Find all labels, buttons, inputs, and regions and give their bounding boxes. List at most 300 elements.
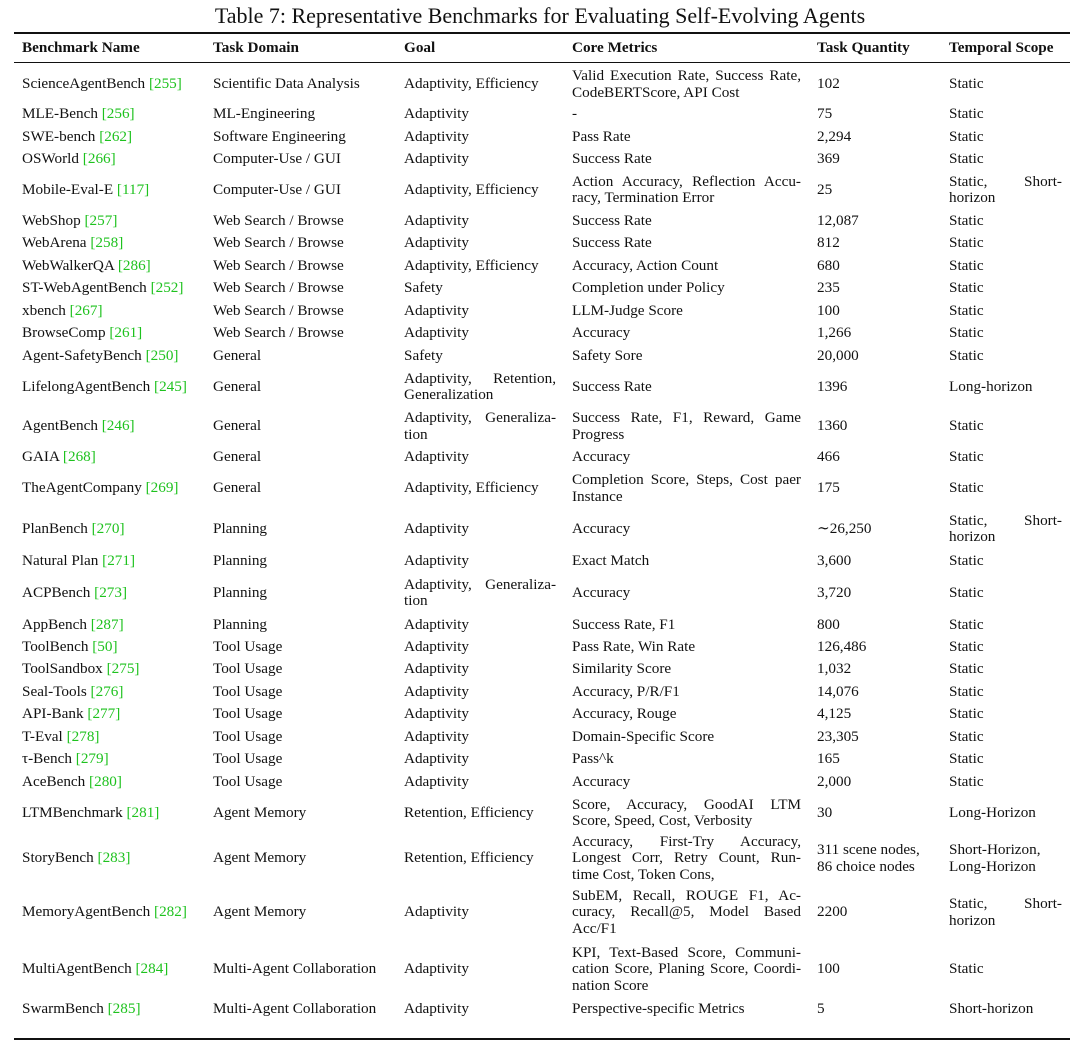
- benchmark-name: GAIA: [22, 448, 60, 466]
- cell-task-domain: Tool Usage: [213, 750, 283, 768]
- cell-core-metrics: [564, 277, 809, 300]
- cell-goal: [396, 126, 564, 148]
- cell-core-metrics-line: Accuracy: [572, 519, 631, 537]
- cell-task-quantity: [809, 636, 941, 658]
- cell-task-quantity-line: 369: [817, 149, 840, 167]
- cell-core-metrics-line: Accuracy: [572, 583, 631, 601]
- cell-temporal-scope-line: Static, Short-: [949, 172, 1062, 190]
- cell-task-quantity-line: 466: [817, 448, 840, 466]
- top-rule: [14, 32, 1070, 34]
- cell-task-quantity-line: 235: [817, 279, 840, 297]
- cell-temporal-scope: [941, 126, 1070, 148]
- table-row: [14, 998, 1070, 1020]
- table-header: [14, 35, 1070, 61]
- cell-temporal-scope: [941, 66, 1070, 103]
- cell-core-metrics-line: KPI, Text-Based Score, Communi-: [572, 944, 801, 962]
- cell-core-metrics-line: Valid Execution Rate, Success Rate,: [572, 67, 801, 85]
- citation-link[interactable]: [275]: [106, 660, 140, 678]
- cell-core-metrics-line: Domain-Specific Score: [572, 727, 715, 745]
- benchmark-name: API-Bank: [22, 705, 84, 723]
- cell-temporal-scope-line: Static: [949, 346, 984, 364]
- cell-core-metrics-line: LLM-Judge Score: [572, 301, 683, 319]
- cell-goal-line: Adaptivity: [404, 615, 469, 633]
- cell-temporal-scope-line: Static: [949, 149, 984, 167]
- cell-benchmark-name: [14, 322, 205, 345]
- cell-core-metrics-line: nation Score: [572, 976, 649, 994]
- cell-temporal-scope: [941, 793, 1070, 833]
- cell-task-quantity-line: 4,125: [817, 705, 852, 723]
- cell-task-domain: Web Search / Browse: [213, 256, 344, 274]
- cell-temporal-scope: [941, 170, 1070, 210]
- cell-core-metrics-line: Score, Accuracy, GoodAI LTM: [572, 795, 801, 813]
- table-row: [14, 508, 1070, 550]
- cell-goal: [396, 170, 564, 210]
- table-row: [14, 771, 1070, 793]
- table-row: [14, 300, 1070, 322]
- cell-core-metrics: [564, 572, 809, 614]
- cell-benchmark-name: [14, 103, 205, 126]
- citation-link[interactable]: [256]: [101, 105, 135, 123]
- cell-core-metrics: [564, 322, 809, 345]
- cell-benchmark-name: [14, 232, 205, 255]
- citation-link[interactable]: [270]: [91, 519, 125, 537]
- cell-core-metrics: [564, 300, 809, 322]
- cell-temporal-scope-line: Static: [949, 583, 984, 601]
- column-header-benchmark-name: Benchmark Name: [22, 38, 140, 56]
- benchmark-name: LifelongAgentBench: [22, 377, 151, 395]
- cell-task-quantity: [809, 148, 941, 170]
- cell-task-domain: Planning: [213, 615, 268, 633]
- cell-core-metrics: [564, 210, 809, 232]
- cell-task-quantity: [809, 126, 941, 148]
- cell-goal: [396, 148, 564, 170]
- cell-task-quantity: [809, 469, 941, 508]
- cell-core-metrics: [564, 66, 809, 103]
- cell-core-metrics-line: Accuracy: [572, 324, 631, 342]
- benchmark-name: ST-WebAgentBench: [22, 279, 147, 297]
- cell-task-domain: Web Search / Browse: [213, 301, 344, 319]
- cell-core-metrics-line: Longest Corr, Retry Count, Run-: [572, 849, 801, 867]
- cell-core-metrics: [564, 232, 809, 255]
- cell-core-metrics-line: Score, Speed, Cost, Verbosity: [572, 812, 753, 829]
- cell-task-quantity: [809, 66, 941, 103]
- cell-core-metrics-line: Completion under Policy: [572, 279, 725, 297]
- cell-goal-line: Generalization: [404, 386, 494, 403]
- citation-link[interactable]: [245]: [154, 377, 187, 395]
- cell-core-metrics-line: Success Rate: [572, 149, 652, 167]
- cell-temporal-scope: [941, 658, 1070, 681]
- cell-goal: [396, 255, 564, 277]
- table-row: [14, 884, 1070, 941]
- benchmark-name: OSWorld: [22, 149, 79, 167]
- cell-temporal-scope-line: Static: [949, 551, 984, 569]
- cell-goal-line: Adaptivity: [404, 105, 469, 123]
- table-row: [14, 469, 1070, 508]
- cell-temporal-scope: [941, 748, 1070, 771]
- cell-goal-line: Adaptivity: [404, 660, 469, 678]
- cell-temporal-scope: [941, 255, 1070, 277]
- cell-goal: [396, 884, 564, 941]
- cell-goal: [396, 550, 564, 572]
- cell-task-domain: Agent Memory: [213, 903, 307, 921]
- benchmark-name: ToolSandbox: [22, 660, 103, 678]
- cell-task-domain: ML-Engineering: [213, 105, 316, 123]
- cell-core-metrics: [564, 103, 809, 126]
- citation-link[interactable]: [277]: [87, 705, 121, 723]
- citation-link[interactable]: [250]: [145, 346, 179, 364]
- table-row: [14, 66, 1070, 103]
- cell-core-metrics-line: Success Rate: [572, 211, 652, 229]
- cell-core-metrics-line: Accuracy, Rouge: [572, 705, 677, 723]
- cell-task-quantity: [809, 998, 941, 1020]
- citation-link[interactable]: [267]: [69, 301, 103, 319]
- cell-temporal-scope: [941, 232, 1070, 255]
- citation-link[interactable]: [273]: [94, 583, 128, 601]
- cell-task-quantity: [809, 170, 941, 210]
- table-row: [14, 614, 1070, 636]
- cell-task-domain: Scientific Data Analysis: [213, 75, 360, 93]
- cell-core-metrics: [564, 636, 809, 658]
- cell-core-metrics-line: Similarity Score: [572, 660, 672, 678]
- cell-core-metrics-line: Perspective-specific Metrics: [572, 999, 745, 1017]
- citation-link[interactable]: [271]: [102, 551, 136, 569]
- cell-core-metrics: [564, 998, 809, 1020]
- cell-temporal-scope: [941, 148, 1070, 170]
- citation-link[interactable]: [286]: [117, 256, 151, 274]
- citation-link[interactable]: [258]: [90, 234, 124, 252]
- cell-benchmark-name: [14, 793, 205, 833]
- benchmark-name: WebShop: [22, 211, 81, 229]
- cell-temporal-scope-line: Long-Horizon: [949, 857, 1036, 875]
- cell-core-metrics-line: Success Rate, F1, Reward, Game: [572, 409, 801, 427]
- citation-link[interactable]: [287]: [90, 615, 124, 633]
- cell-task-domain: Tool Usage: [213, 682, 283, 700]
- cell-temporal-scope-line: Static: [949, 682, 984, 700]
- cell-temporal-scope-line: Static: [949, 75, 984, 93]
- cell-task-domain: Planning: [213, 519, 268, 537]
- cell-goal: [396, 771, 564, 793]
- cell-task-domain: Tool Usage: [213, 772, 283, 790]
- citation-link[interactable]: [282]: [154, 903, 187, 921]
- cell-temporal-scope: [941, 210, 1070, 232]
- cell-goal: [396, 345, 564, 367]
- cell-goal: [396, 703, 564, 726]
- benchmark-name: Seal-Tools: [22, 682, 87, 700]
- cell-core-metrics-line: Pass Rate: [572, 127, 631, 145]
- cell-goal-line: Adaptivity: [404, 448, 469, 466]
- cell-temporal-scope-line: Short-Horizon,: [949, 841, 1041, 859]
- table-row: [14, 255, 1070, 277]
- cell-task-quantity-line: 812: [817, 234, 840, 252]
- cell-temporal-scope: [941, 550, 1070, 572]
- cell-goal-line: Adaptivity: [404, 551, 469, 569]
- cell-goal-line: tion: [404, 592, 428, 609]
- citation-link[interactable]: [268]: [62, 448, 96, 466]
- cell-benchmark-name: [14, 681, 205, 703]
- cell-temporal-scope: [941, 446, 1070, 469]
- table-row: [14, 748, 1070, 771]
- benchmark-name: τ-Bench: [22, 750, 72, 768]
- cell-core-metrics-line: Safety Sore: [572, 346, 643, 364]
- cell-temporal-scope: [941, 322, 1070, 345]
- cell-task-quantity: [809, 748, 941, 771]
- cell-temporal-scope-line: horizon: [949, 528, 996, 545]
- cell-task-domain: General: [213, 346, 262, 364]
- cell-goal-line: Retention, Efficiency: [404, 849, 534, 867]
- column-header-temporal-scope: Temporal Scope: [949, 38, 1054, 56]
- benchmark-name: BrowseComp: [22, 324, 106, 342]
- cell-task-quantity-line: 680: [817, 256, 840, 274]
- cell-goal-line: Adaptivity: [404, 234, 469, 252]
- cell-temporal-scope-line: Static: [949, 727, 984, 745]
- citation-link[interactable]: [255]: [148, 75, 182, 93]
- table-row: [14, 636, 1070, 658]
- cell-goal: [396, 793, 564, 833]
- cell-goal-line: Adaptivity, Efficiency: [404, 479, 539, 497]
- cell-goal-line: Safety: [404, 279, 443, 297]
- cell-goal-line: Adaptivity: [404, 301, 469, 319]
- cell-task-domain: Tool Usage: [213, 705, 283, 723]
- citation-link[interactable]: [246]: [101, 417, 135, 435]
- cell-goal: [396, 103, 564, 126]
- citation-link[interactable]: [50]: [92, 637, 118, 655]
- table-row: [14, 345, 1070, 367]
- cell-task-quantity-line: 1396: [817, 377, 848, 395]
- cell-core-metrics-line: CodeBERTScore, API Cost: [572, 83, 740, 101]
- cell-goal: [396, 322, 564, 345]
- cell-benchmark-name: [14, 508, 205, 550]
- table-row: [14, 367, 1070, 407]
- cell-temporal-scope-line: Static: [949, 417, 984, 435]
- cell-task-quantity-line: 311 scene nodes,: [817, 841, 920, 859]
- cell-benchmark-name: [14, 210, 205, 232]
- benchmark-name: SwarmBench: [22, 999, 104, 1017]
- cell-benchmark-name: [14, 884, 205, 941]
- cell-temporal-scope-line: Short-horizon: [949, 999, 1034, 1017]
- cell-task-quantity-line: 75: [817, 105, 833, 123]
- cell-goal-line: Adaptivity, Efficiency: [404, 180, 539, 198]
- cell-task-quantity-line: 12,087: [817, 211, 859, 229]
- cell-temporal-scope: [941, 884, 1070, 941]
- cell-temporal-scope: [941, 614, 1070, 636]
- cell-task-quantity-line: 2,294: [817, 127, 852, 145]
- cell-task-domain: General: [213, 448, 262, 466]
- cell-temporal-scope-line: Static: [949, 448, 984, 466]
- cell-task-domain: Web Search / Browse: [213, 324, 344, 342]
- cell-temporal-scope-line: Static: [949, 705, 984, 723]
- cell-goal-line: tion: [404, 425, 428, 443]
- cell-goal: [396, 748, 564, 771]
- citation-link[interactable]: [279]: [75, 750, 109, 768]
- citation-link[interactable]: [266]: [82, 149, 116, 167]
- cell-benchmark-name: [14, 726, 205, 748]
- cell-temporal-scope-line: horizon: [949, 911, 996, 929]
- cell-core-metrics: [564, 446, 809, 469]
- citation-link[interactable]: [262]: [99, 127, 133, 145]
- cell-temporal-scope-line: Static, Short-: [949, 895, 1062, 913]
- table-row: [14, 550, 1070, 572]
- cell-goal-line: Retention, Efficiency: [404, 803, 534, 821]
- cell-task-quantity: [809, 793, 941, 833]
- cell-goal-line: Adaptivity: [404, 727, 469, 745]
- cell-temporal-scope-line: Static: [949, 960, 984, 978]
- cell-temporal-scope-line: Static: [949, 127, 984, 145]
- cell-goal-line: Adaptivity, Generaliza-: [404, 409, 556, 427]
- citation-link[interactable]: [276]: [90, 682, 124, 700]
- cell-core-metrics: [564, 550, 809, 572]
- column-header-core-metrics: Core Metrics: [572, 38, 658, 56]
- cell-goal: [396, 833, 564, 884]
- cell-temporal-scope: [941, 300, 1070, 322]
- cell-task-domain: Planning: [213, 551, 268, 569]
- cell-goal: [396, 446, 564, 469]
- cell-temporal-scope: [941, 726, 1070, 748]
- cell-core-metrics-line: Progress: [572, 425, 625, 443]
- cell-core-metrics: [564, 941, 809, 998]
- cell-core-metrics: [564, 508, 809, 550]
- cell-task-domain: Web Search / Browse: [213, 211, 344, 229]
- cell-goal-line: Adaptivity: [404, 960, 469, 978]
- citation-link[interactable]: [252]: [150, 279, 184, 297]
- cell-goal-line: Adaptivity: [404, 750, 469, 768]
- table-row: [14, 726, 1070, 748]
- cell-goal: [396, 66, 564, 103]
- cell-temporal-scope: [941, 508, 1070, 550]
- cell-temporal-scope: [941, 833, 1070, 884]
- cell-task-quantity: [809, 300, 941, 322]
- cell-task-domain: Computer-Use / GUI: [213, 180, 341, 198]
- cell-goal-line: Adaptivity, Generaliza-: [404, 575, 556, 593]
- cell-core-metrics: [564, 726, 809, 748]
- column-header-goal: Goal: [404, 38, 436, 56]
- cell-task-quantity-line: 100: [817, 960, 840, 978]
- cell-task-domain: Multi-Agent Collaboration: [213, 999, 377, 1017]
- benchmark-name: T-Eval: [22, 727, 63, 745]
- cell-task-domain: Computer-Use / GUI: [213, 149, 341, 167]
- cell-task-domain: Web Search / Browse: [213, 234, 344, 252]
- cell-task-quantity-line: ∼26,250: [817, 519, 872, 537]
- table-row: [14, 681, 1070, 703]
- cell-temporal-scope-line: Static: [949, 105, 984, 123]
- table-row: [14, 232, 1070, 255]
- cell-benchmark-name: [14, 658, 205, 681]
- citation-link[interactable]: [269]: [145, 479, 179, 497]
- cell-task-quantity: [809, 941, 941, 998]
- cell-task-domain: General: [213, 479, 262, 497]
- citation-link[interactable]: [257]: [84, 211, 118, 229]
- cell-task-quantity: [809, 726, 941, 748]
- benchmark-name: Agent-SafetyBench: [22, 346, 142, 364]
- table-row: [14, 103, 1070, 126]
- bottom-rule: [14, 1038, 1070, 1040]
- cell-core-metrics-line: curacy, Recall@5, Model Based: [572, 903, 801, 921]
- cell-task-quantity-line: 14,076: [817, 682, 859, 700]
- cell-task-quantity-line: 1,266: [817, 324, 852, 342]
- cell-goal-line: Adaptivity: [404, 903, 469, 921]
- cell-task-quantity: [809, 771, 941, 793]
- cell-benchmark-name: [14, 345, 205, 367]
- cell-benchmark-name: [14, 833, 205, 884]
- cell-task-quantity-line: 175: [817, 479, 840, 497]
- citation-link[interactable]: [261]: [109, 324, 143, 342]
- citation-link[interactable]: [285]: [107, 999, 141, 1017]
- cell-task-quantity: [809, 446, 941, 469]
- cell-goal: [396, 469, 564, 508]
- table-row: [14, 322, 1070, 345]
- cell-task-quantity-line: 2200: [817, 903, 848, 921]
- cell-core-metrics: [564, 681, 809, 703]
- cell-goal: [396, 614, 564, 636]
- cell-core-metrics-line: Exact Match: [572, 551, 650, 569]
- benchmark-name: ACPBench: [22, 583, 91, 601]
- cell-benchmark-name: [14, 148, 205, 170]
- cell-task-quantity: [809, 833, 941, 884]
- cell-task-quantity: [809, 572, 941, 614]
- cell-temporal-scope: [941, 572, 1070, 614]
- citation-link[interactable]: [281]: [126, 803, 160, 821]
- cell-task-quantity-line: 25: [817, 180, 833, 198]
- cell-core-metrics-line: racy, Termination Error: [572, 189, 715, 206]
- column-header-task-quantity: Task Quantity: [817, 38, 910, 56]
- benchmark-name: AppBench: [22, 615, 87, 633]
- cell-temporal-scope: [941, 345, 1070, 367]
- cell-task-domain: Software Engineering: [213, 127, 346, 145]
- cell-core-metrics-line: Accuracy, P/R/F1: [572, 682, 680, 700]
- citation-link[interactable]: [278]: [66, 727, 100, 745]
- cell-task-quantity: [809, 103, 941, 126]
- cell-temporal-scope: [941, 681, 1070, 703]
- cell-task-domain: Tool Usage: [213, 660, 283, 678]
- cell-core-metrics: [564, 771, 809, 793]
- table-row: [14, 703, 1070, 726]
- cell-core-metrics: [564, 469, 809, 508]
- cell-task-quantity: [809, 322, 941, 345]
- cell-core-metrics-line: -: [572, 105, 578, 123]
- cell-task-quantity-line: 86 choice nodes: [817, 857, 915, 875]
- cell-benchmark-name: [14, 550, 205, 572]
- citation-link[interactable]: [284]: [135, 960, 169, 978]
- benchmark-name: ScienceAgentBench: [22, 75, 146, 93]
- cell-goal: [396, 232, 564, 255]
- cell-task-quantity-line: 5: [817, 999, 825, 1017]
- table-row: [14, 572, 1070, 614]
- table-caption: Table 7: Representative Benchmarks for Evaluating Self-Evolving Agents: [214, 3, 866, 28]
- cell-task-quantity-line: 102: [817, 75, 840, 93]
- cell-temporal-scope: [941, 469, 1070, 508]
- cell-task-quantity: [809, 255, 941, 277]
- citation-link[interactable]: [283]: [97, 849, 131, 867]
- cell-goal: [396, 998, 564, 1020]
- citation-link[interactable]: [117]: [116, 180, 150, 198]
- cell-task-quantity: [809, 508, 941, 550]
- cell-task-domain: Agent Memory: [213, 803, 307, 821]
- cell-benchmark-name: [14, 407, 205, 446]
- cell-benchmark-name: [14, 300, 205, 322]
- cell-benchmark-name: [14, 446, 205, 469]
- cell-core-metrics: [564, 126, 809, 148]
- cell-temporal-scope-line: Static: [949, 211, 984, 229]
- cell-goal-line: Adaptivity, Retention,: [404, 369, 556, 387]
- cell-goal-line: Adaptivity: [404, 127, 469, 145]
- benchmark-name: PlanBench: [22, 519, 88, 537]
- citation-link[interactable]: [280]: [89, 772, 122, 790]
- cell-temporal-scope: [941, 636, 1070, 658]
- cell-temporal-scope: [941, 103, 1070, 126]
- table-body: [14, 66, 1070, 1020]
- cell-temporal-scope: [941, 771, 1070, 793]
- cell-goal: [396, 681, 564, 703]
- cell-task-domain: General: [213, 377, 262, 395]
